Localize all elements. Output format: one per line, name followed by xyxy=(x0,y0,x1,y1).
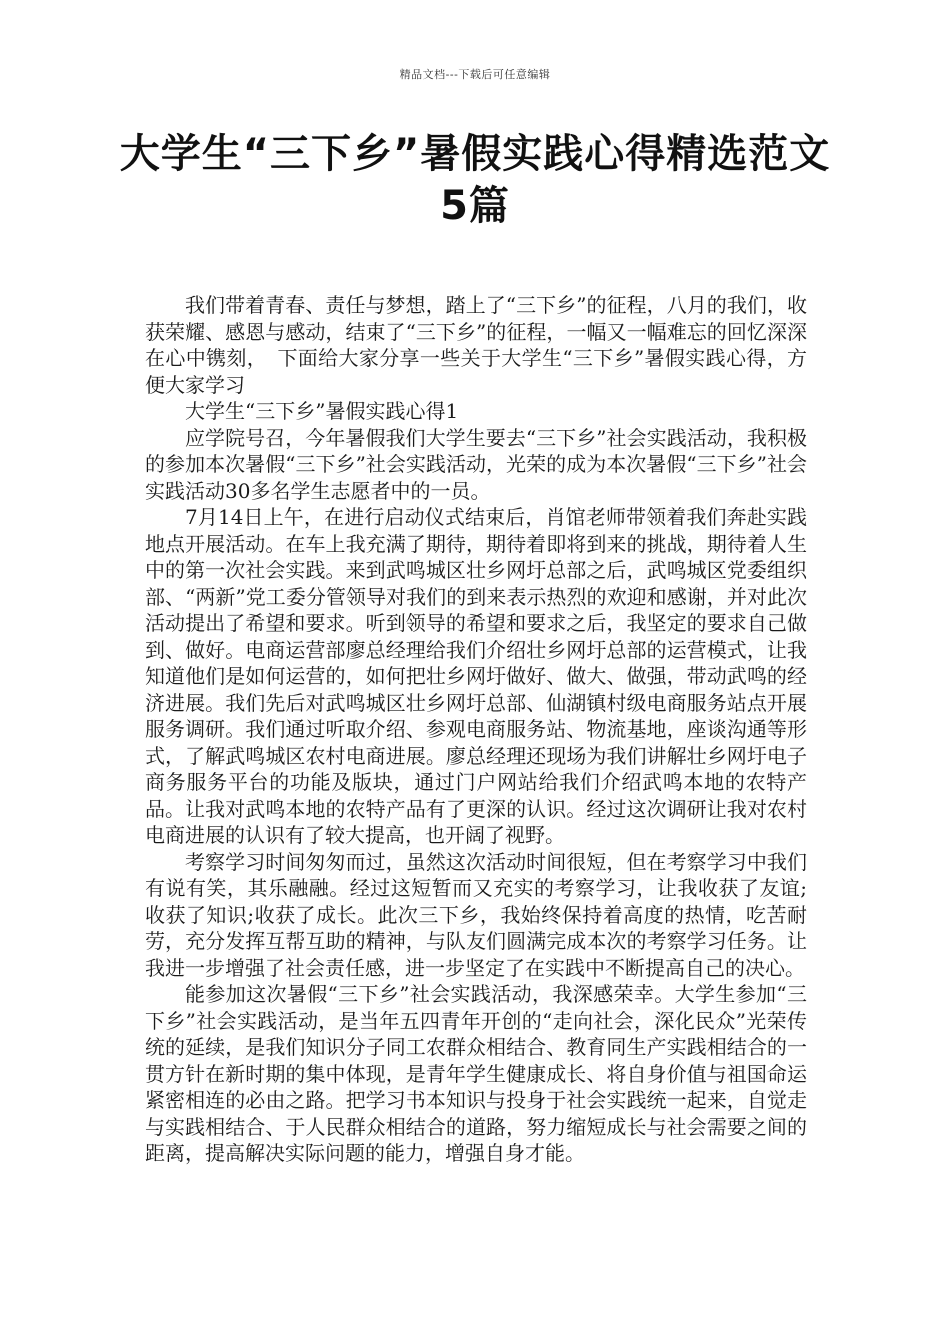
document-body xyxy=(145,292,807,1167)
intro-paragraph: 我们带着青春、责任与梦想，踏上了“三下乡”的征程，八月的我们，收获荣耀、感恩与感动，结束了“三下乡”的征程，一幅又一幅难忘的回忆深深在心中镌刻， 下面给大家分享一些关于大学生“三下乡”暑假实践心得，方便大家学习 xyxy=(145,293,807,397)
body-paragraph: 能参加这次暑假“三下乡”社会实践活动，我深感荣幸。大学生参加“三下乡”社会实践活动，是当年五四青年开创的“走向社会，深化民众”光荣传统的延续，是我们知识分子同工农群众相结合、教育同生产实践相结合的一贯方针在新时期的集中体现，是青年学生健康成长、将自身价值与祖国命运紧密相连的必由之路。把学习书本知识与投身于社会实践统一起来，自觉走与实践相结合、于人民群众相结合的道路，努力缩短成长与社会需要之间的距离，提高解决实际问题的能力，增强自身才能。 xyxy=(145,982,807,1165)
body-paragraph: 应学院号召，今年暑假我们大学生要去“三下乡”社会实践活动，我积极的参加本次暑假“三下乡”社会实践活动，光荣的成为本次暑假“三下乡”社会实践活动30多名学生志愿者中的一员。 xyxy=(145,425,807,503)
body-paragraph: 7月14日上午，在进行启动仪式结束后，肖馆老师带领着我们奔赴实践地点开展活动。在车上我充满了期待，期待着即将到来的挑战，期待着人生中的第一次社会实践。来到武鸣城区壮乡网圩总部之后，武鸣城区党委组织部、“两新”党工委分管领导对我们的到来表示热烈的欢迎和感谢，并对此次活动提出了希望和要求。听到领导的希望和要求之后，我坚定的要求自己做到、做好。电商运营部廖总经理给我们介绍壮乡网圩总部的运营模式，让我知道他们是如何运营的，如何把壮乡网圩做好、做大、做强，带动武鸣的经济进展。我们先后对武鸣城区壮乡网圩总部、仙湖镇村级电商服务站点开展服务调研。我们通过听取介绍、参观电商服务站、物流基地，座谈沟通等形式，了解武鸣城区农村电商进展。廖总经理还现场为我们讲解壮乡网圩电子商务服务平台的功能及版块，通过门户网站给我们介绍武鸣本地的农特产品。让我对武鸣本地的农特产品有了更深的认识。经过这次调研让我对农村电商进展的认识有了较大提高，也开阔了视野。 xyxy=(145,505,807,847)
body-paragraph: 考察学习时间匆匆而过，虽然这次活动时间很短，但在考察学习中我们有说有笑，其乐融融。经过这短暂而又充实的考察学习，让我收获了友谊;收获了知识;收获了成长。此次三下乡，我始终保持着高度的热情，吃苦耐劳，充分发挥互帮互助的精神，与队友们圆满完成本次的考察学习任务。让我进一步增强了社会责任感，进一步坚定了在实践中不断提高自己的决心。 xyxy=(145,849,807,980)
document-title: 大学生“三下乡”暑假实践心得精选范文5篇 xyxy=(119,131,831,229)
section-heading: 大学生“三下乡”暑假实践心得1 xyxy=(185,399,459,423)
header-note: 精品文档---下载后可任意编辑 xyxy=(399,68,551,81)
